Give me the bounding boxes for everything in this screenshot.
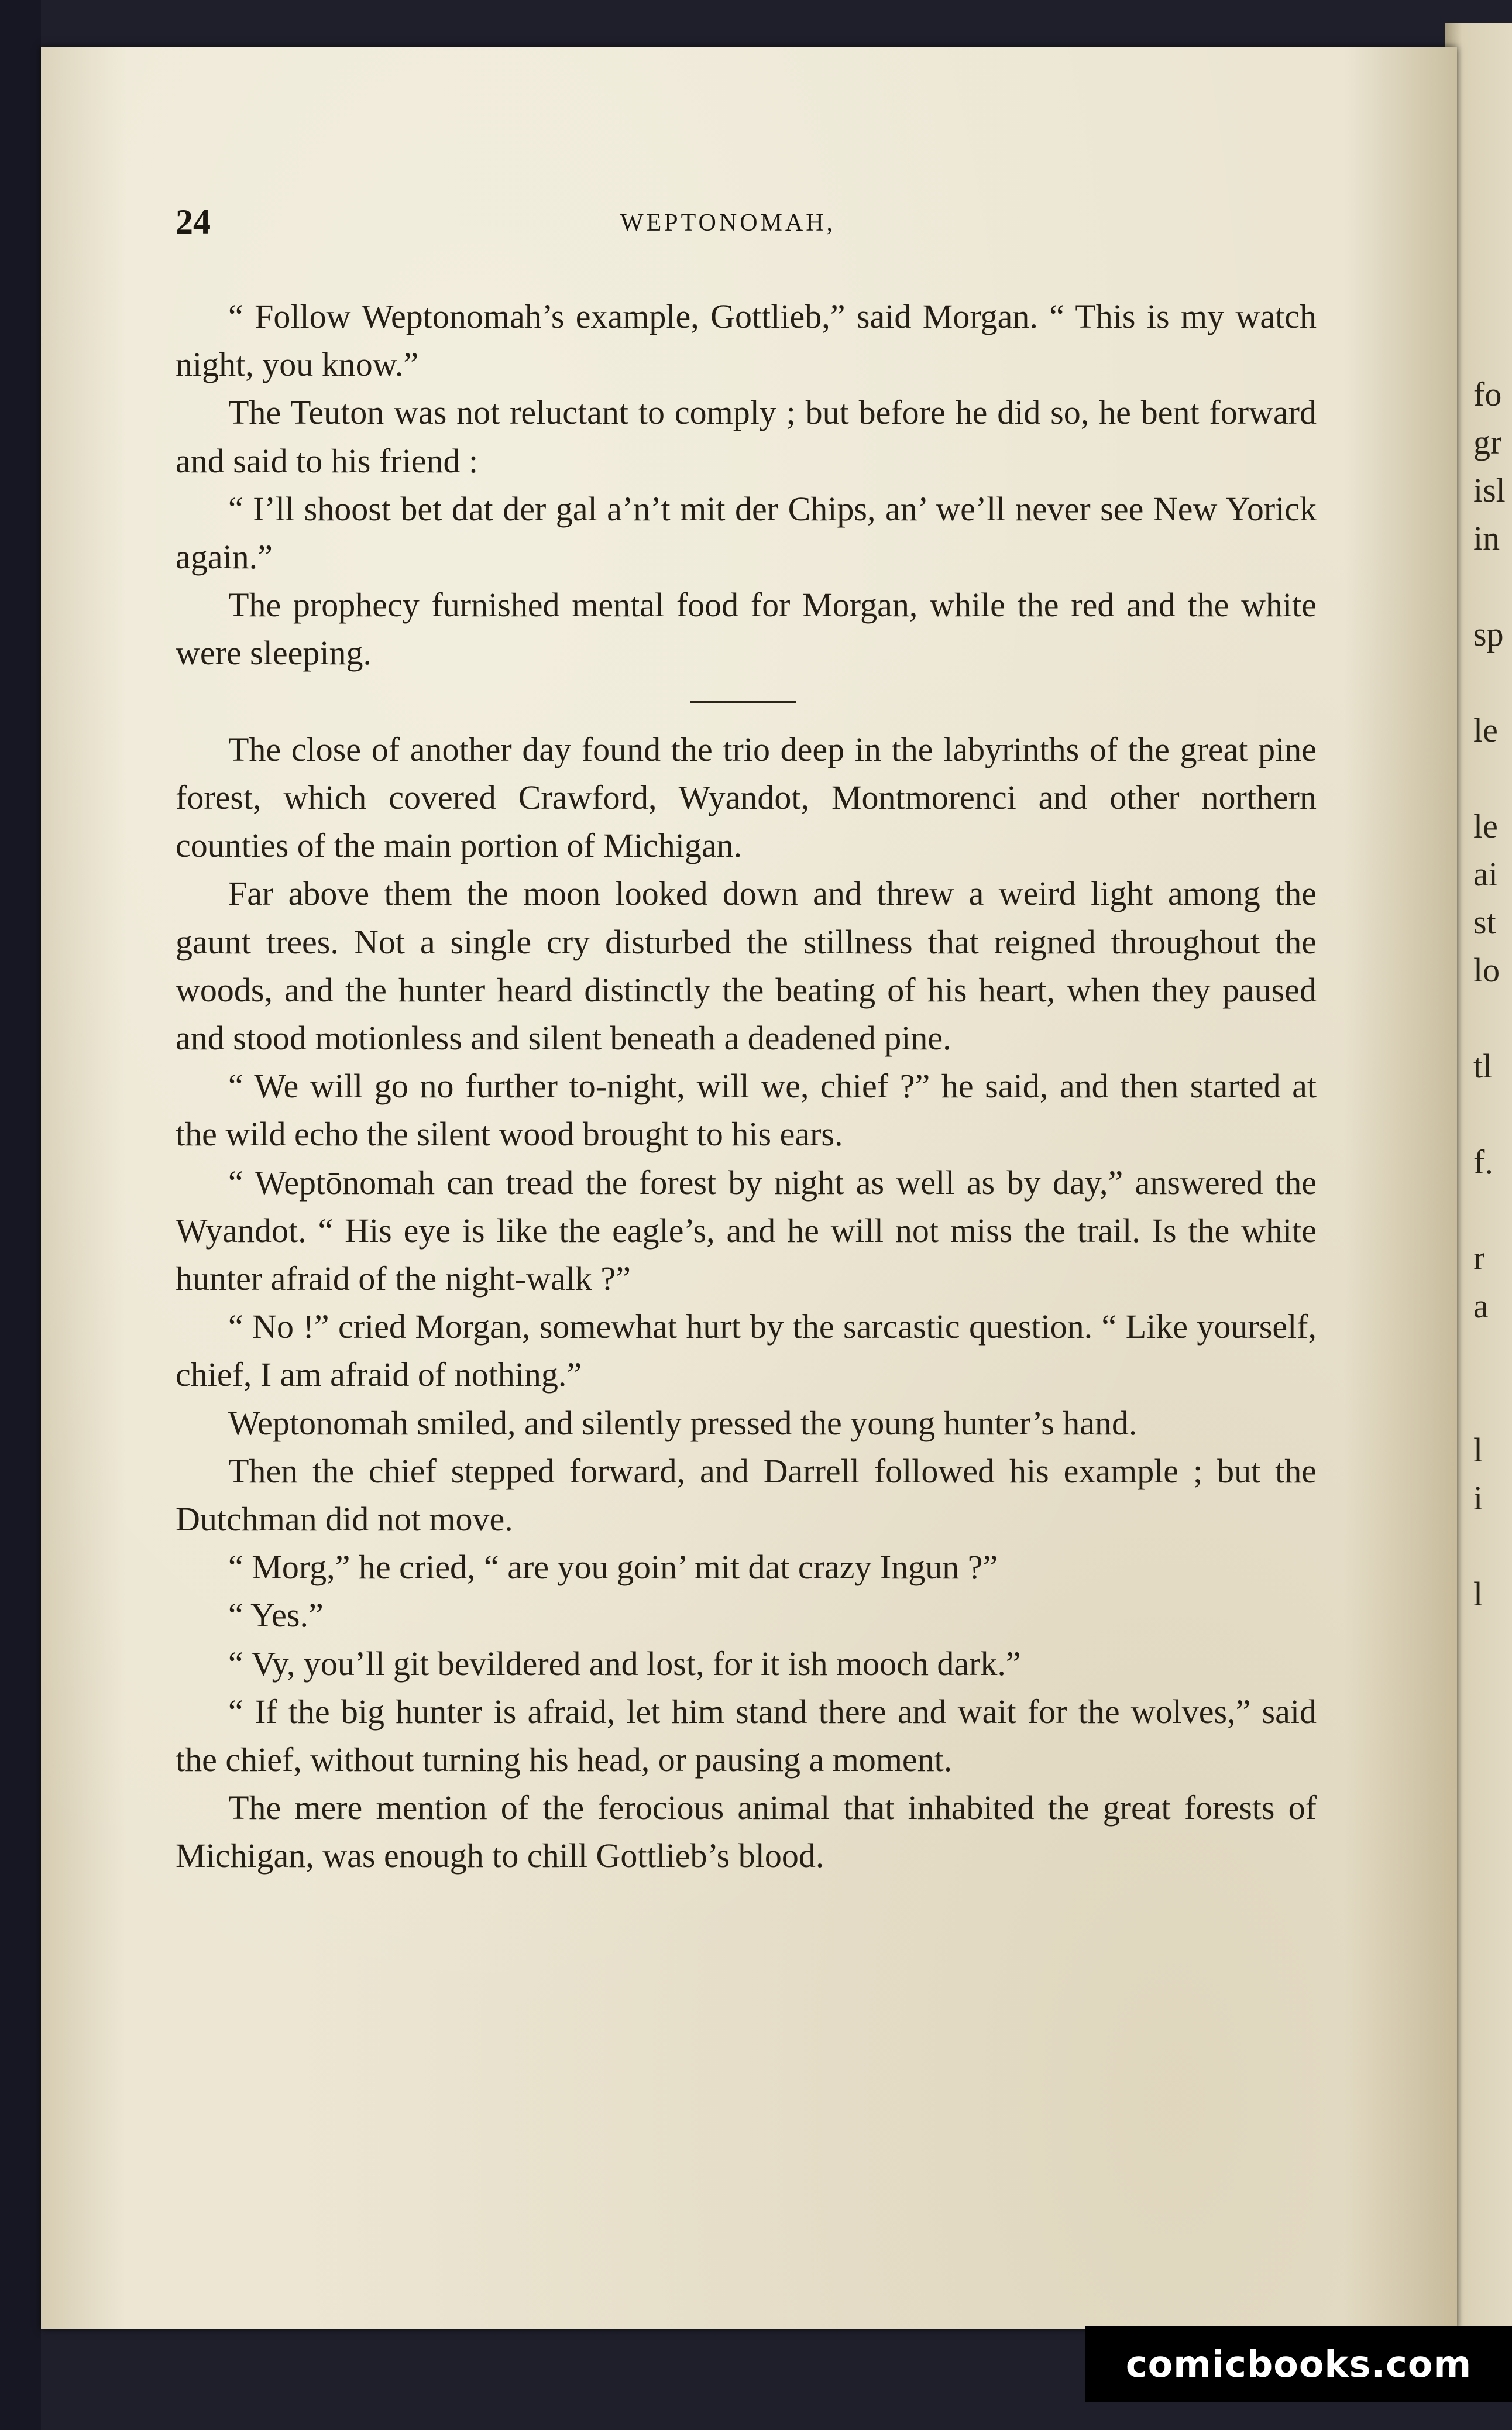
paragraph: The prophecy furnished mental food for Morgan, while the red and the white were sleeping. [176,586,1317,672]
facing-page-fragment: r [1473,1239,1485,1277]
facing-page-fragment: fo [1473,375,1502,413]
facing-page-fragment: l [1473,1575,1483,1613]
facing-page-fragment: le [1473,807,1498,845]
paragraph: Far above them the moon looked down and threw a weird light among the gaunt trees. Not a single cry disturbed the stillness that reigned throughout the woods, and the hunter heard distinctly the beating of his heart, when they paused and stood motionless and silent beneath a deadened pine. [176,874,1317,1058]
paragraph: “ Morg,” he cried, “ are you goin’ mit dat crazy Ingun ?” [228,1548,998,1587]
facing-page-fragment: f. [1473,1143,1493,1181]
body-text [176,293,1317,1880]
facing-page-fragment: lo [1473,951,1500,989]
paragraph: The mere mention of the ferocious animal that inhabited the great forests of Michigan, was enough to chill Gottlieb’s blood. [176,1789,1317,1875]
page-number: 24 [176,203,211,241]
paragraph: “ I’ll shoost bet dat der gal a’n’t mit der Chips, an’ we’ll never see New Yorick again.” [176,489,1317,576]
facing-page-fragment: in [1473,519,1500,557]
facing-page-fragment: sp [1473,615,1504,653]
facing-page-fragment: isl [1473,471,1506,509]
watermark-badge: comicbooks.com [1085,2326,1512,2402]
paragraph: “ If the big hunter is afraid, let him stand there and wait for the wolves,” said the chief, without turning his head, or pausing a moment. [176,1692,1317,1779]
paragraph: “ Yes.” [228,1596,324,1635]
facing-page-fragment: tl [1473,1047,1493,1085]
running-head [176,202,1322,255]
paragraph: Then the chief stepped forward, and Darrell followed his example ; but the Dutchman did not move. [176,1451,1317,1539]
paragraph: Weptonomah smiled, and silently pressed the young hunter’s hand. [228,1403,1138,1442]
paragraph: “ No !” cried Morgan, somewhat hurt by the sarcastic question. “ Like yourself, chief, I am afraid of nothing.” [176,1307,1317,1394]
facing-page-fragment: le [1473,711,1498,749]
paragraph: The Teuton was not reluctant to comply ; but before he did so, he bent forward and said to his friend : [176,393,1317,480]
section-divider [176,678,1317,726]
facing-page-fragment: l [1473,1431,1483,1469]
paragraph: “ Vy, you’ll git bevildered and lost, for it ish mooch dark.” [228,1644,1021,1683]
book-spine [0,0,41,2430]
facing-page-fragment: i [1473,1479,1483,1517]
facing-page-fragment: gr [1473,423,1502,461]
facing-page-fragment: a [1473,1287,1489,1325]
facing-page-text [1469,0,1512,2430]
running-title: WEPTONOMAH, [620,210,836,236]
facing-page-fragment: st [1473,903,1496,941]
facing-page-fragment: ai [1473,855,1498,893]
paragraph: “ Follow Weptonomah’s example, Gottlieb,” said Morgan. “ This is my watch night, you know.” [176,297,1317,384]
paragraph: “ We will go no further to-night, will we, chief ?” he said, and then started at the wild echo the silent wood brought to his ears. [176,1067,1317,1154]
paragraph: The close of another day found the trio deep in the labyrinths of the great pine forest, which covered Crawford, Wyandot, Montmorenci and other northern counties of the main portion of Michigan. [176,730,1317,865]
paragraph: “ Weptōnomah can tread the forest by night as well as by day,” answered the Wyandot. “ His eye is like the eagle’s, and he will not miss the trail. Is the white hunter afraid of the night-walk ?” [176,1163,1317,1298]
